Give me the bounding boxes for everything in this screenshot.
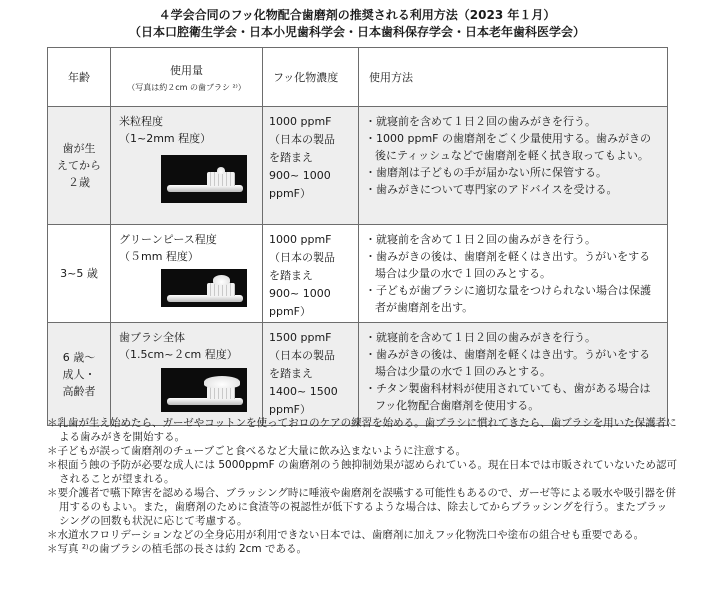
amount-label: 米粒程度 xyxy=(119,115,163,128)
amount-label: グリーンピース程度 xyxy=(119,233,217,246)
age-cell: 3~5 歳 xyxy=(48,225,111,323)
footnote: ＊水道水フロリデーションなどの全身応用が利用できない日本では、歯磨剤に加えフッ化物洗口や塗布の組合せも重要である。 xyxy=(47,529,645,541)
toothbrush-green-pea-photo xyxy=(161,269,247,307)
amount-cell xyxy=(111,107,263,225)
method-item: ・歯みがきの後は、歯磨剤を軽くはき出す。うがいをする場合は少量の水で１回のみとする。 xyxy=(365,348,651,378)
concentration-cell: 1000 ppmF （日本の製品 を踏まえ 900~ 1000 ppmF） xyxy=(263,225,359,323)
method-cell xyxy=(359,323,668,426)
method-item: ・チタン製歯科材料が使用されていても、歯がある場合はフッ化物配合歯磨剤を使用する。 xyxy=(365,382,651,412)
recommendation-table xyxy=(47,47,668,426)
age-cell: 歯が生 えてから ２歳 xyxy=(48,107,111,225)
footnote: ＊写真 ²⁾の歯ブラシの植毛部の長さは約 2cm である。 xyxy=(47,543,307,555)
page-title: ４学会合同のフッ化物配合歯磨剤の推奨される利用方法（2023 年１月） xyxy=(158,8,556,22)
method-item: ・就寝前を含めて１日２回の歯みがきを行う。 xyxy=(365,233,596,246)
method-item: ・子どもが歯ブラシに適切な量をつけられない場合は保護者が歯磨剤を出す。 xyxy=(365,284,651,314)
table-row xyxy=(48,323,668,426)
footnote: ＊根面う蝕の予防が必要な成人には 5000ppmF の歯磨剤のう蝕抑制効果が認められている。現在日本では市販されていないため認可されることが望まれる。 xyxy=(47,459,677,485)
footnote: ＊子どもが誤って歯磨剤のチューブごと食べるなど大量に飲み込まないように注意する。 xyxy=(47,445,467,457)
method-cell xyxy=(359,225,668,323)
concentration-cell: 1000 ppmF （日本の製品 を踏まえ 900~ 1000 ppmF） xyxy=(263,107,359,225)
method-cell xyxy=(359,107,668,225)
amount-size: （1~2mm 程度） xyxy=(119,132,212,145)
footnotes xyxy=(47,416,677,556)
toothbrush-rice-grain-photo xyxy=(161,155,247,203)
concentration-cell: 1500 ppmF （日本の製品 を踏まえ 1400~ 1500 ppmF） xyxy=(263,323,359,426)
amount-size: （1.5cm~２cm 程度） xyxy=(119,348,238,361)
method-item: ・1000 ppmF の歯磨剤をごく少量使用する。歯みがきの後にティッシュなどで歯磨剤を軽く拭き取ってもよい。 xyxy=(365,132,651,162)
header-method: 使用方法 xyxy=(359,48,668,107)
method-item: ・歯磨剤は子どもの手が届かない所に保管する。 xyxy=(365,166,607,179)
method-item: ・就寝前を含めて１日２回の歯みがきを行う。 xyxy=(365,115,596,128)
header-age: 年齢 xyxy=(48,48,111,107)
header-amount-label: 使用量 xyxy=(170,63,203,77)
toothbrush-full-head-photo xyxy=(161,368,247,412)
amount-label: 歯ブラシ全体 xyxy=(119,331,185,344)
table-row xyxy=(48,107,668,225)
method-item: ・歯みがきについて専門家のアドバイスを受ける。 xyxy=(365,183,618,196)
footnote: ＊乳歯が生え始めたら、ガーゼやコットンを使っておロのケアの練習を始める。歯ブラシに慣れてきたら、歯ブラシを用いた保護者による歯みがきを開始する。 xyxy=(47,417,677,443)
method-item: ・就寝前を含めて１日２回の歯みがきを行う。 xyxy=(365,331,596,344)
age-cell: 6 歳～ 成人・ 高齢者 xyxy=(48,323,111,426)
footnote: ＊要介護者で嚥下障害を認める場合、ブラッシング時に唾液や歯磨剤を誤嚥する可能性もあるので、ガーゼ等による吸水や吸引器を併用するのもよい。また，歯磨剤のために食渣等の視認性が低下するような場合は、除去してからブラッシングを行う。またブラッシングの回数も状況に応じて考慮する。 xyxy=(47,487,676,527)
page-subtitle: （日本口腔衛生学会・日本小児歯科学会・日本歯科保存学会・日本老年歯科医学会） xyxy=(128,25,585,39)
amount-cell xyxy=(111,323,263,426)
header-amount xyxy=(111,48,263,107)
table-header-row xyxy=(48,48,668,107)
method-item: ・歯みがきの後は、歯磨剤を軽くはき出す。うがいをする場合は少量の水で１回のみとする。 xyxy=(365,250,651,280)
amount-cell xyxy=(111,225,263,323)
header-amount-note: （写真は約２cm の歯ブラシ ²⁾） xyxy=(127,82,246,92)
header-concentration: フッ化物濃度 xyxy=(263,48,359,107)
table-row xyxy=(48,225,668,323)
amount-size: （５mm 程度） xyxy=(119,250,199,263)
